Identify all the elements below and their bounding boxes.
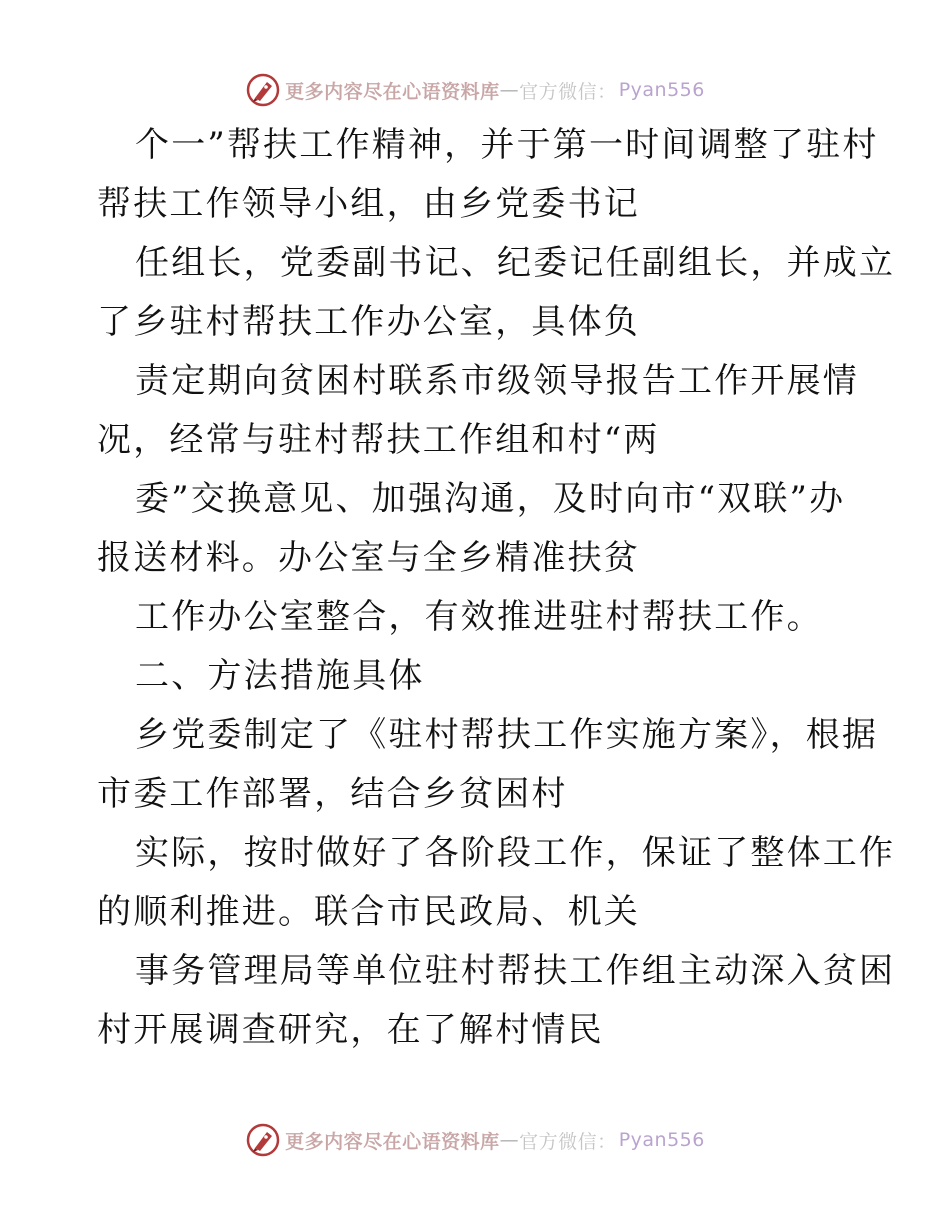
text-line: 市委工作部署，结合乡贫困村	[97, 774, 568, 814]
text-line: 帮扶工作领导小组，由乡党委书记	[97, 184, 640, 224]
pen-nib-logo-icon	[245, 1122, 281, 1158]
watermark-separator: —	[499, 1129, 520, 1151]
watermark-wechat-id: Pyan556	[618, 79, 705, 101]
header-watermark	[0, 70, 950, 110]
watermark-official-label: 官方微信：	[519, 80, 617, 103]
section-heading: 二、方法措施具体	[135, 656, 425, 696]
watermark-brand: 更多内容尽在心语资料库	[285, 1130, 500, 1153]
watermark-official-label: 官方微信：	[519, 1130, 617, 1153]
text-line: 报送材料。办公室与全乡精准扶贫	[97, 538, 640, 578]
text-line: 村开展调查研究，在了解村情民	[97, 1010, 604, 1050]
watermark-wechat-id: Pyan556	[618, 1129, 705, 1151]
document-body	[97, 116, 896, 1060]
footer-watermark	[0, 1120, 950, 1160]
text-line: 任组长，党委副书记、纪委记任副组长，并成立	[135, 243, 896, 283]
text-line: 个一”帮扶工作精神，并于第一时间调整了驻村	[135, 125, 879, 165]
text-line: 工作办公室整合，有效推进驻村帮扶工作。	[135, 597, 823, 637]
text-line: 况，经常与驻村帮扶工作组和村“两	[97, 420, 660, 460]
pen-nib-logo-icon	[245, 72, 281, 108]
watermark-brand: 更多内容尽在心语资料库	[285, 80, 500, 103]
text-line: 责定期向贫困村联系市级领导报告工作开展情	[135, 361, 859, 401]
watermark-separator: —	[499, 79, 520, 101]
text-line: 实际，按时做好了各阶段工作，保证了整体工作	[135, 833, 896, 873]
watermark-text	[285, 1127, 705, 1154]
watermark-text	[285, 77, 705, 104]
text-line: 委”交换意见、加强沟通，及时向市“双联”办	[135, 479, 846, 519]
text-line: 的顺利推进。联合市民政局、机关	[97, 892, 640, 932]
text-line: 乡党委制定了《驻村帮扶工作实施方案》，根据	[135, 715, 879, 755]
text-line: 事务管理局等单位驻村帮扶工作组主动深入贫困	[135, 951, 896, 991]
text-line: 了乡驻村帮扶工作办公室，具体负	[97, 302, 640, 342]
